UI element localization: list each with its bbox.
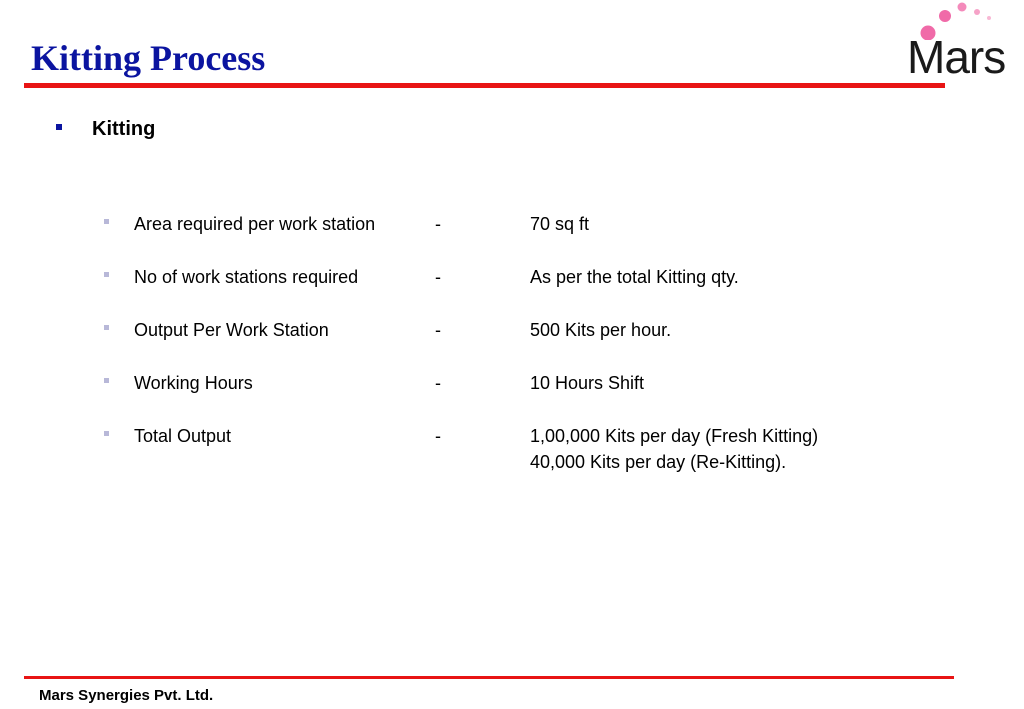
logo-text: Mars (907, 31, 1006, 83)
item-value-line: 500 Kits per hour. (530, 320, 672, 340)
sub-bullet-icon (104, 431, 109, 436)
sub-bullet-icon (104, 378, 109, 383)
item-label: Working Hours (134, 373, 253, 393)
item-separator: - (435, 373, 441, 393)
item-separator: - (435, 426, 441, 446)
list-item (0, 423, 1024, 483)
item-value (530, 370, 644, 396)
sub-bullet-icon (104, 219, 109, 224)
item-value (530, 423, 818, 475)
mars-logo (905, 0, 1020, 82)
footer-company-name: Mars Synergies Pvt. Ltd. (39, 687, 214, 704)
item-value-line: 1,00,000 Kits per day (Fresh Kitting) (530, 426, 819, 446)
item-label: Output Per Work Station (134, 320, 329, 340)
item-label: Area required per work station (134, 214, 376, 234)
item-label: No of work stations required (134, 267, 359, 287)
item-value (530, 317, 671, 343)
sub-bullet-icon (104, 272, 109, 277)
item-value-line: 40,000 Kits per day (Re-Kitting). (530, 452, 787, 472)
main-bullet-icon (56, 124, 62, 130)
item-value-line: 10 Hours Shift (530, 373, 645, 393)
item-separator: - (435, 267, 441, 287)
item-separator: - (435, 320, 441, 340)
item-value-line: 70 sq ft (530, 214, 590, 234)
slide-title: Kitting Process (31, 38, 266, 78)
item-separator: - (435, 214, 441, 234)
item-value-line: As per the total Kitting qty. (530, 267, 739, 287)
list-item (0, 370, 1024, 418)
item-value (530, 211, 589, 237)
sub-bullet-icon (104, 325, 109, 330)
footer-divider (24, 676, 954, 679)
title-divider (24, 83, 945, 88)
list-item (0, 264, 1024, 312)
item-label: Total Output (134, 426, 232, 446)
list-item (0, 211, 1024, 259)
list-item (0, 317, 1024, 365)
section-heading: Kitting (92, 118, 156, 140)
item-value (530, 264, 739, 290)
